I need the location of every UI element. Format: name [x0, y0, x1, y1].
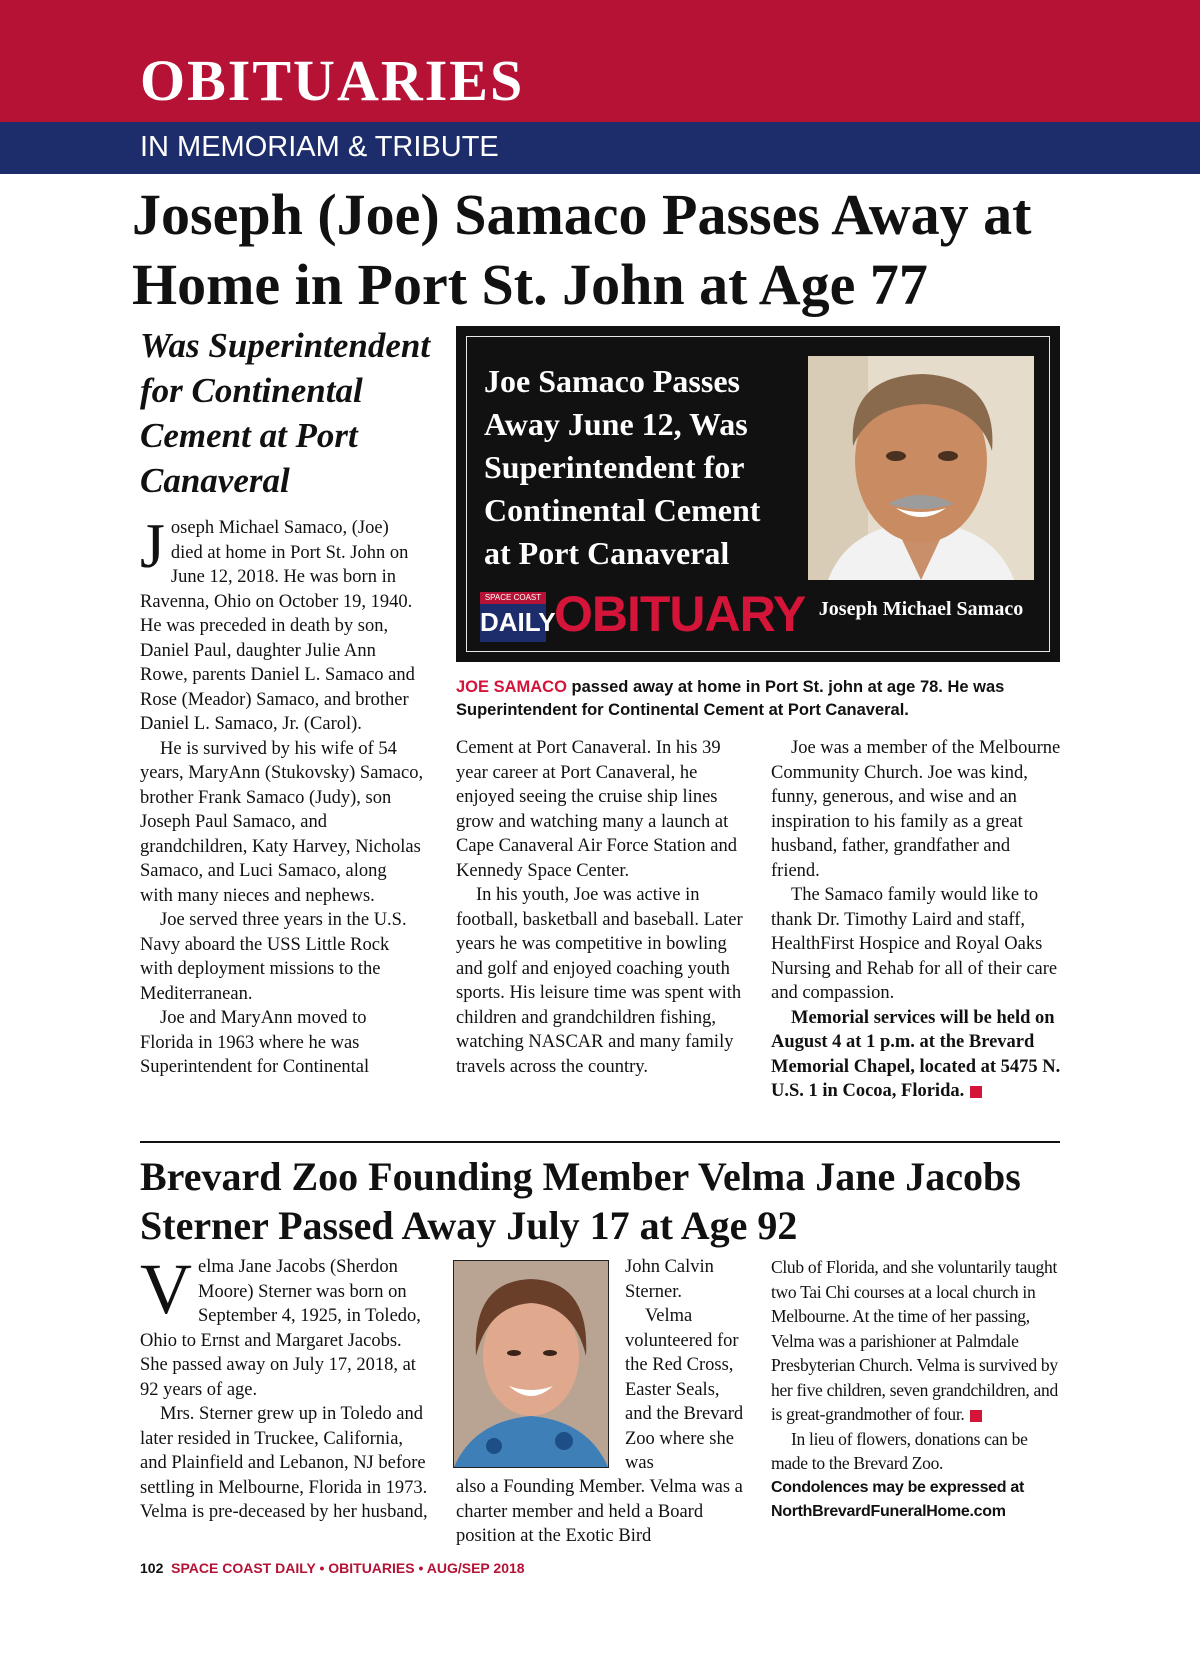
page-footer	[140, 1560, 525, 1576]
caption-text: passed away at home in Port St. john at age 78. He was Superintendent for Continental Cement at Port Canaveral.	[456, 678, 1005, 719]
paragraph: Velma volunteered for the Red Cross, Easter Seals, and the Brevard Zoo where she was	[625, 1306, 744, 1473]
space-coast-daily-logo	[480, 592, 556, 642]
memorial-notice	[771, 1006, 1063, 1104]
condolences-line: Condolences may be expressed at NorthBrevardFuneralHome.com	[771, 1478, 1025, 1520]
dropcap: J	[140, 510, 165, 581]
paragraph: John Calvin Sterner.	[625, 1257, 714, 1302]
paragraph: He is survived by his wife of 54 years, MaryAnn (Stukovsky) Samaco, brother Frank Samaco (Judy), son Joseph Paul Samaco, and grandchildren, Katy Harvey, Nicholas Samaco, and Luci Samaco, along with many nieces and nephews.	[140, 738, 424, 906]
paragraph-with-end	[771, 1255, 1063, 1427]
graphic-name: Joseph Michael Samaco	[818, 598, 1024, 620]
paragraph: In his youth, Joe was active in football, basketball and baseball. Later years he was competitive in bowling and golf and enjoyed coaching youth sports. His leisure time was spent with children and grandchildren fishing, watching NASCAR and many family travels across the country.	[456, 885, 743, 1077]
section-divider	[140, 1141, 1060, 1143]
obituary-graphic	[456, 326, 1060, 662]
story2-column-2-narrow	[625, 1255, 750, 1476]
footer-text: SPACE COAST DAILY • OBITUARIES • AUG/SEP 2018	[171, 1560, 525, 1576]
page-number: 102	[140, 1560, 164, 1576]
paragraph: Joe was a member of the Melbourne Community Church. Joe was kind, funny, generous, and wise and an inspiration to his family as a great husband, father, grandfather and friend.	[771, 738, 1061, 881]
dropcap: V	[140, 1249, 192, 1329]
story1-column-3	[771, 736, 1063, 1104]
paragraph: elma Jane Jacobs (Sherdon Moore) Sterner was born on September 4, 1925, in Toledo, Ohio to Ernst and Margaret Jacobs. She passed away on July 17, 2018, at 92 years of age.	[140, 1257, 421, 1400]
story1-column-2	[456, 736, 746, 1079]
story2-column-2-wide	[456, 1475, 746, 1549]
paragraph: Cement at Port Canaveral. In his 39 year career at Port Canaveral, he enjoyed seeing the cruise ship lines grow and watching many a launch at Cape Canaveral Air Force Station and Kennedy Space Center.	[456, 738, 738, 881]
velma-portrait-illustration	[454, 1261, 608, 1467]
paragraph: also a Founding Member. Velma was a charter member and held a Board position at the Exotic Bird	[456, 1477, 743, 1546]
end-mark-icon	[970, 1410, 982, 1422]
section-title: OBITUARIES	[140, 48, 525, 113]
end-mark-icon	[970, 1086, 982, 1098]
photo-caption	[456, 676, 1066, 722]
paragraph: oseph Michael Samaco, (Joe) died at home in Port St. John on June 12, 2018. He was born in Ravenna, Ohio on October 19, 1940. He was preceded in death by son, Daniel Paul, daughter Julie Ann Rowe, parents Daniel L. Samaco and Rose (Meador) Samaco, and brother Daniel L. Samaco, Jr. (Carol).	[140, 518, 415, 734]
story2-headline: Brevard Zoo Founding Member Velma Jane Jacobs Sterner Passed Away July 17 at Age 92	[140, 1154, 1021, 1248]
paragraph: Joe served three years in the U.S. Navy aboard the USS Little Rock with deployment missions to the Mediterranean.	[140, 910, 407, 1004]
paragraph: Joe and MaryAnn moved to Florida in 1963 where he was Superintendent for Continental	[140, 1008, 370, 1077]
velma-portrait-photo	[453, 1260, 609, 1468]
story1-column-1	[140, 510, 424, 1080]
story2-column-3	[771, 1255, 1063, 1525]
story2-column-1	[140, 1249, 432, 1525]
logo-text: DAILY	[480, 607, 556, 637]
logo-small-text: SPACE COAST	[480, 592, 546, 604]
graphic-headline: Joe Samaco Passes Away June 12, Was Superintendent for Continental Cement at Port Canaveral	[484, 363, 761, 571]
section-subtitle: IN MEMORIAM & TRIBUTE	[140, 131, 499, 163]
caption-lead: JOE SAMACO	[456, 678, 567, 696]
graphic-obituary-label: OBITUARY	[554, 586, 806, 642]
story1-deck: Was Superintendent for Continental Cement at Port Canaveral	[140, 326, 431, 500]
memorial-text: Memorial services will be held on August 4 at 1 p.m. at the Brevard Memorial Chapel, located at 5475 N. U.S. 1 in Cocoa, Florida.	[771, 1007, 1061, 1101]
portrait-photo	[808, 356, 1034, 580]
paragraph: Club of Florida, and she voluntarily taught two Tai Chi courses at a local church in Melbourne. At the time of her passing, Velma was a parishioner at Palmdale Presbyterian Church. Velma is survived by her five children, seven grandchildren, and is great-grandmother of four.	[771, 1257, 1058, 1424]
portrait-illustration	[808, 356, 1034, 580]
paragraph: Mrs. Sterner grew up in Toledo and later resided in Truckee, California, and Plainfield and Lebanon, NJ before settling in Melbourne, Florida in 1973. Velma is pre-deceased by her husband,	[140, 1404, 428, 1522]
paragraph: In lieu of flowers, donations can be made to the Brevard Zoo.	[771, 1428, 1028, 1473]
paragraph: The Samaco family would like to thank Dr. Timothy Laird and staff, HealthFirst Hospice and Royal Oaks Nursing and Rehab for all of their care and compassion.	[771, 885, 1058, 1003]
story1-headline: Joseph (Joe) Samaco Passes Away at Home in Port St. John at Age 77	[132, 182, 1032, 317]
